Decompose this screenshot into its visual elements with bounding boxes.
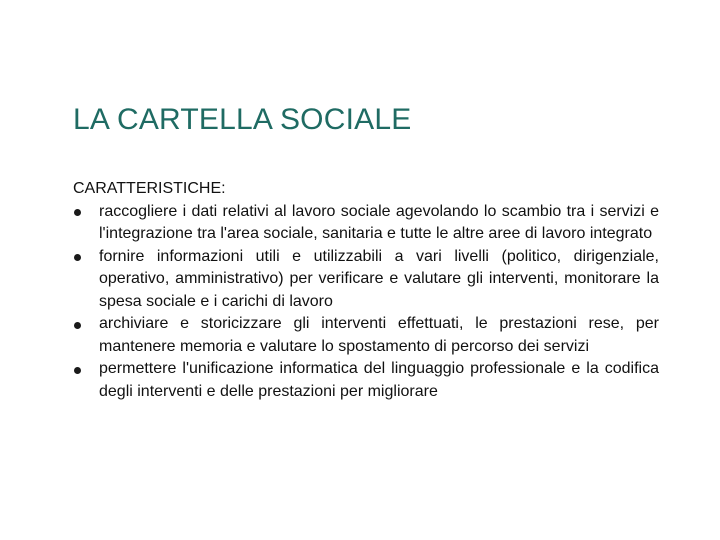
bullet-item: [73, 313, 659, 358]
slide-content: [73, 178, 659, 403]
bullet-dot-icon: [74, 322, 81, 329]
bullet-item: [73, 201, 659, 246]
bullet-dot-icon: [74, 209, 81, 216]
bullet-dot-icon: [74, 367, 81, 374]
bullet-item: [73, 358, 659, 403]
bullet-text: raccogliere i dati relativi al lavoro sociale agevolando lo scambio tra i servizi e l'integrazione tra l'area sociale, sanitaria e tutte le altre aree di lavoro integrato: [99, 202, 659, 242]
section-heading: CARATTERISTICHE:: [73, 180, 226, 197]
bullet-text: permettere l'unificazione informatica del linguaggio professionale e la codifica degli interventi e delle prestazioni per migliorare: [99, 360, 659, 400]
bullet-dot-icon: [74, 254, 81, 261]
slide-title: LA CARTELLA SOCIALE: [73, 103, 412, 136]
bullet-text: archiviare e storicizzare gli interventi effettuati, le prestazioni rese, per mantenere memoria e valutare lo spostamento di percorso dei servizi: [99, 315, 659, 355]
bullet-list: [73, 201, 659, 404]
bullet-item: [73, 246, 659, 314]
bullet-text: fornire informazioni utili e utilizzabili a vari livelli (politico, dirigenziale, operativo, amministrativo) per verificare e valutare gli interventi, monitorare la spesa sociale e i carichi di lavoro: [99, 247, 659, 310]
